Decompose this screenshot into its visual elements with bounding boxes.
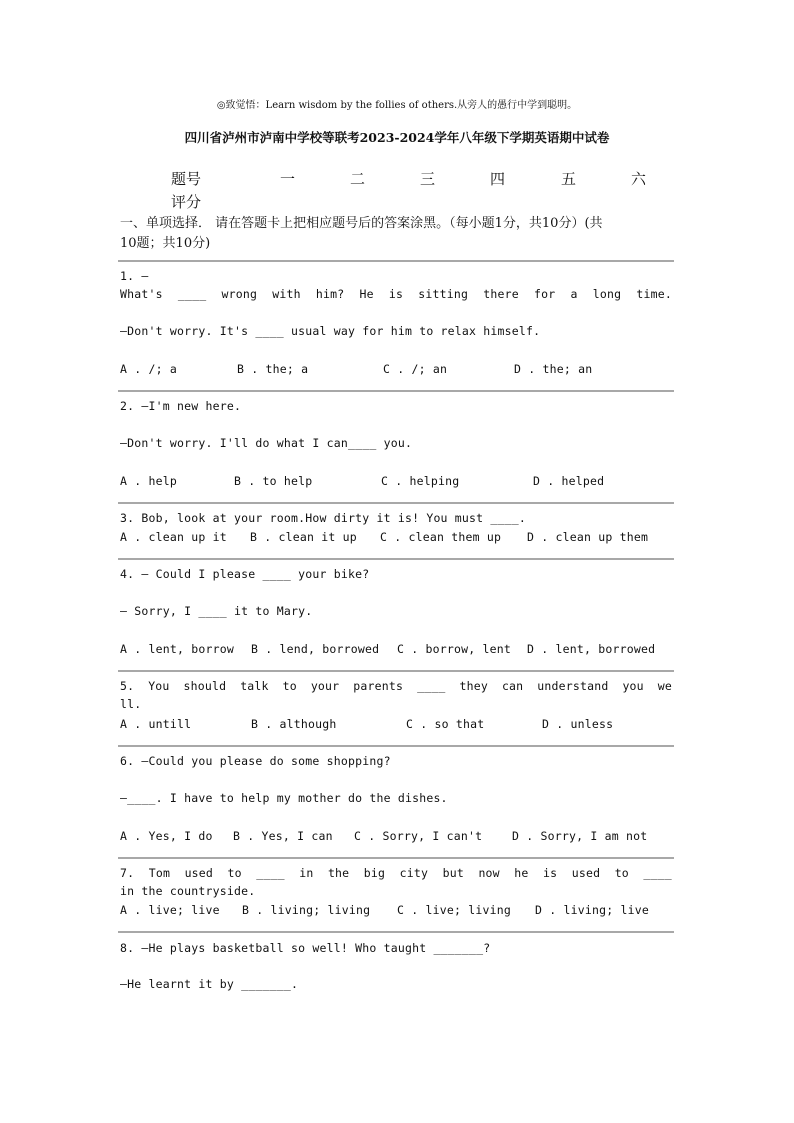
- divider: [118, 502, 674, 504]
- page-title: 四川省泸州市泸南中学校等联考2023-2024学年八年级下学期英语期中试卷: [184, 130, 610, 145]
- word: to: [614, 866, 629, 880]
- word: can: [501, 679, 524, 693]
- divider: [118, 390, 674, 392]
- divider: [118, 260, 674, 262]
- question-1-option-b[interactable]: B . the; a: [237, 362, 309, 376]
- word: but: [442, 866, 464, 880]
- word: 7.: [120, 866, 135, 880]
- question-4-option-c[interactable]: C . borrow, lent: [397, 642, 511, 656]
- question-5-option-c[interactable]: C . so that: [406, 717, 485, 731]
- score-col-1: 一: [280, 170, 296, 188]
- word: ____: [417, 679, 446, 693]
- score-col-2: 二: [350, 170, 366, 188]
- word: ____: [177, 287, 207, 301]
- question-7-option-c[interactable]: C . live; living: [397, 903, 511, 917]
- question-4-reply: — Sorry, I ____ it to Mary.: [120, 604, 313, 618]
- word: sitting: [418, 287, 469, 301]
- question-2-option-a[interactable]: A . help: [120, 474, 177, 488]
- word: He: [359, 287, 374, 301]
- word: ____: [256, 866, 285, 880]
- question-2-option-b[interactable]: B . to help: [234, 474, 313, 488]
- word: talk: [240, 679, 269, 693]
- score-col-4: 四: [490, 170, 506, 188]
- question-6-stem: 6. —Could you please do some shopping?: [120, 754, 391, 768]
- word: a: [570, 287, 578, 301]
- word: is: [543, 866, 558, 880]
- question-6-option-d[interactable]: D . Sorry, I am not: [512, 829, 648, 843]
- word: understand: [537, 679, 609, 693]
- question-5-stem-cont: ll.: [120, 697, 142, 711]
- question-7-option-b[interactable]: B . living; living: [242, 903, 371, 917]
- word: city: [399, 866, 429, 880]
- word: they: [459, 679, 488, 693]
- word: 5.: [120, 679, 135, 693]
- word: there: [483, 287, 519, 301]
- word: to: [282, 679, 297, 693]
- question-3-option-c[interactable]: C . clean them up: [380, 530, 502, 544]
- divider: [118, 745, 674, 747]
- word: time.: [636, 287, 672, 301]
- question-6-option-c[interactable]: C . Sorry, I can't: [354, 829, 483, 843]
- question-8-stem: 8. —He plays basketball so well! Who taught _______?: [120, 941, 491, 955]
- divider: [118, 931, 674, 933]
- question-5-option-a[interactable]: A . untill: [120, 717, 192, 731]
- score-col-6: 六: [631, 170, 647, 188]
- question-4-option-a[interactable]: A . lent, borrow: [120, 642, 234, 656]
- question-8-reply: —He learnt it by _______.: [120, 977, 299, 991]
- header-motto: ◎致觉悟：Learn wisdom by the follies of others.从旁人的愚行中学到聪明。: [216, 100, 578, 111]
- question-4-option-d[interactable]: D . lent, borrowed: [527, 642, 656, 656]
- word: with: [272, 287, 301, 301]
- word: the: [327, 866, 350, 880]
- word: your: [310, 679, 340, 693]
- word: used: [184, 866, 214, 880]
- question-2-stem: 2. —I'm new here.: [120, 399, 242, 413]
- word: now: [478, 866, 500, 880]
- word: big: [363, 866, 386, 880]
- section-heading-line2: 10题；共10分): [120, 236, 211, 251]
- question-3-option-d[interactable]: D . clean up them: [527, 530, 649, 544]
- word: What's: [120, 287, 163, 301]
- word: him?: [315, 287, 345, 301]
- question-2-reply: —Don't worry. I'll do what I can____ you.: [120, 436, 413, 450]
- question-5-option-b[interactable]: B . although: [251, 717, 337, 731]
- word: for: [534, 287, 556, 301]
- question-1-reply: —Don't worry. It's ____ usual way for him to relax himself.: [120, 324, 541, 338]
- question-7-option-a[interactable]: A . live; live: [120, 903, 220, 917]
- question-7-stem: [120, 866, 672, 880]
- question-1-number: 1. —: [120, 269, 149, 283]
- word: parents: [353, 679, 404, 693]
- question-2-option-c[interactable]: C . helping: [381, 474, 460, 488]
- question-5-stem: [120, 679, 672, 693]
- score-col-3: 三: [420, 170, 436, 188]
- question-1-stem: [120, 287, 672, 301]
- word: is: [388, 287, 404, 301]
- word: wrong: [221, 287, 258, 301]
- question-7-stem-cont: in the countryside.: [120, 884, 256, 898]
- score-table-row-label: 题号: [171, 170, 202, 188]
- word: long: [592, 287, 622, 301]
- divider: [118, 558, 674, 560]
- word: Tom: [148, 866, 171, 880]
- word: to: [227, 866, 242, 880]
- word: ____: [643, 866, 672, 880]
- question-1-option-a[interactable]: A . /; a: [120, 362, 177, 376]
- word: You: [148, 679, 170, 693]
- divider: [118, 857, 674, 859]
- question-1-option-d[interactable]: D . the; an: [514, 362, 593, 376]
- question-4-option-b[interactable]: B . lend, borrowed: [251, 642, 380, 656]
- word: in: [299, 866, 314, 880]
- question-1-option-c[interactable]: C . /; an: [383, 362, 448, 376]
- question-3-stem: 3. Bob, look at your room.How dirty it is! You must ____.: [120, 511, 527, 525]
- score-table-score-label: 评分: [171, 193, 202, 211]
- word: he: [514, 866, 529, 880]
- question-2-option-d[interactable]: D . helped: [533, 474, 605, 488]
- question-4-stem: 4. — Could I please ____ your bike?: [120, 567, 370, 581]
- question-7-option-d[interactable]: D . living; live: [535, 903, 649, 917]
- word: used: [571, 866, 601, 880]
- word: should: [183, 679, 227, 693]
- score-col-5: 五: [561, 170, 577, 188]
- question-6-option-b[interactable]: B . Yes, I can: [233, 829, 333, 843]
- word: you: [622, 679, 644, 693]
- word: we: [657, 679, 672, 693]
- divider: [118, 670, 674, 672]
- question-3-option-b[interactable]: B . clean it up: [250, 530, 357, 544]
- question-6-option-a[interactable]: A . Yes, I do: [120, 829, 213, 843]
- question-5-option-d[interactable]: D . unless: [542, 717, 614, 731]
- section-heading-line1: 一、单项选择． 请在答题卡上把相应题号后的答案涂黑。（每小题1分，共10分）(共: [120, 216, 603, 231]
- question-3-option-a[interactable]: A . clean up it: [120, 530, 227, 544]
- question-6-reply: —____. I have to help my mother do the dishes.: [120, 791, 448, 805]
